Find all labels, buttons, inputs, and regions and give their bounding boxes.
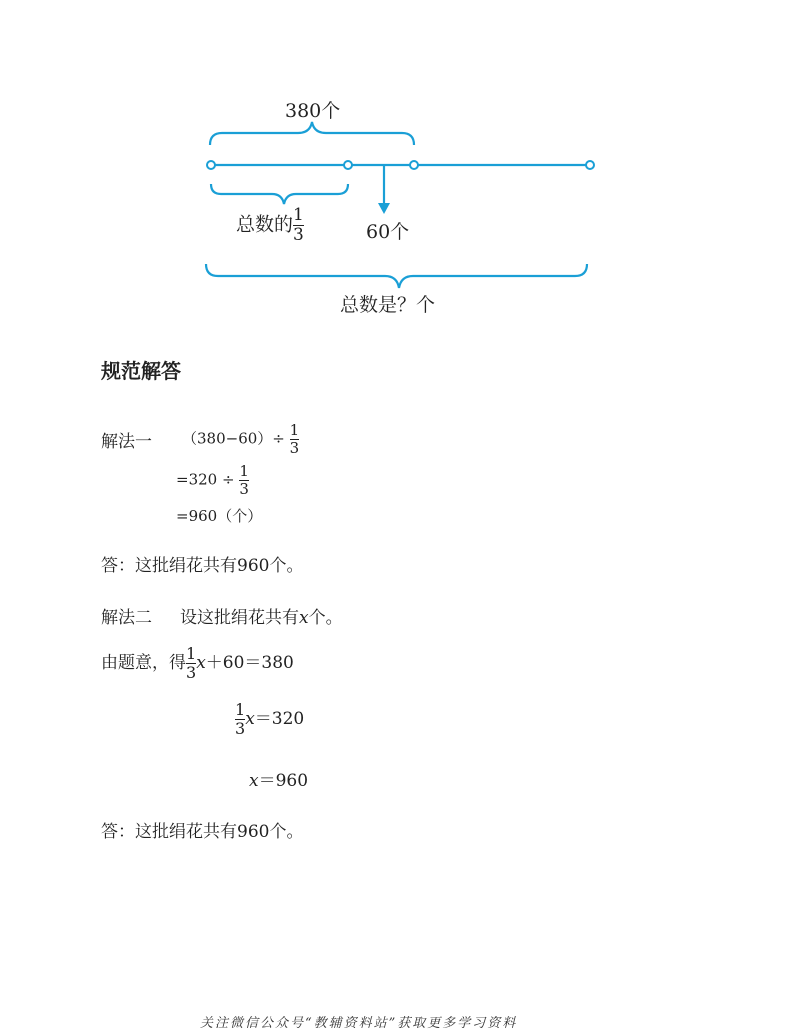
variable-x: x xyxy=(245,709,255,729)
answer-2: 答：这批绢花共有960个。 xyxy=(101,822,304,842)
fraction-denominator: 3 xyxy=(289,439,300,457)
answer-1: 答：这批绢花共有960个。 xyxy=(101,556,304,576)
top-brace xyxy=(210,122,414,145)
method1-label: 解法一 xyxy=(101,432,152,452)
part-fraction xyxy=(293,207,304,244)
fraction-numerator: 1 xyxy=(239,462,249,480)
fraction-numerator: 1 xyxy=(289,421,300,439)
variable-x: x xyxy=(249,771,259,791)
fraction-denominator: 3 xyxy=(186,663,197,682)
method1-line1 xyxy=(182,423,299,456)
method2-label: 解法二 xyxy=(101,608,152,628)
method2-eq2-rest: ＝320 xyxy=(254,709,305,729)
method1-line1-expr: （380−60）÷ xyxy=(182,429,285,448)
diagram-graphic xyxy=(0,0,800,330)
method1-fraction-2 xyxy=(239,464,249,497)
total-top-label: 380个 xyxy=(285,100,341,122)
method2-eq1 xyxy=(101,646,294,681)
line-point-third xyxy=(344,161,352,169)
arrow-label: 60个 xyxy=(366,221,410,243)
variable-x: x xyxy=(196,653,206,673)
bottom-total-label: 总数是？个 xyxy=(340,294,436,316)
fraction-numerator: 1 xyxy=(186,644,197,663)
fraction-numerator: 1 xyxy=(235,700,246,719)
line-point-end xyxy=(586,161,594,169)
fraction-denominator: 3 xyxy=(235,719,246,738)
method1-line2-expr: =320 ÷ xyxy=(176,470,235,489)
method2-eq3 xyxy=(249,766,308,791)
method2-eq2 xyxy=(235,702,304,737)
fraction-denominator: 3 xyxy=(293,225,304,245)
method1-line3: =960（个） xyxy=(176,507,263,525)
section-heading: 规范解答 xyxy=(101,359,181,383)
method1-fraction-1 xyxy=(290,423,300,456)
total-brace xyxy=(206,264,587,288)
method2-setup-suffix: 个。 xyxy=(308,608,343,628)
third-brace xyxy=(211,184,348,204)
part-label-prefix: 总数的 xyxy=(236,213,294,236)
footer-promo: 关注微信公众号“教辅资料站”获取更多学习资料 xyxy=(200,1016,518,1031)
line-point-start xyxy=(207,161,215,169)
arrow-head xyxy=(378,203,390,214)
method1-line2 xyxy=(176,464,249,497)
method2-eq1-prefix: 由题意，得 xyxy=(101,653,186,673)
method2-setup xyxy=(180,603,343,628)
method2-setup-text: 设这批绢花共有 xyxy=(180,608,299,628)
method2-fraction-2 xyxy=(235,702,245,737)
part-label xyxy=(236,207,304,244)
variable-x: x xyxy=(299,608,309,628)
method2-fraction-1 xyxy=(186,646,196,681)
fraction-numerator: 1 xyxy=(293,205,304,225)
method2-eq1-rest: ＋60＝380 xyxy=(205,653,294,673)
method2-eq3-rest: ＝960 xyxy=(258,771,309,791)
line-point-380 xyxy=(410,161,418,169)
fraction-denominator: 3 xyxy=(239,480,249,498)
